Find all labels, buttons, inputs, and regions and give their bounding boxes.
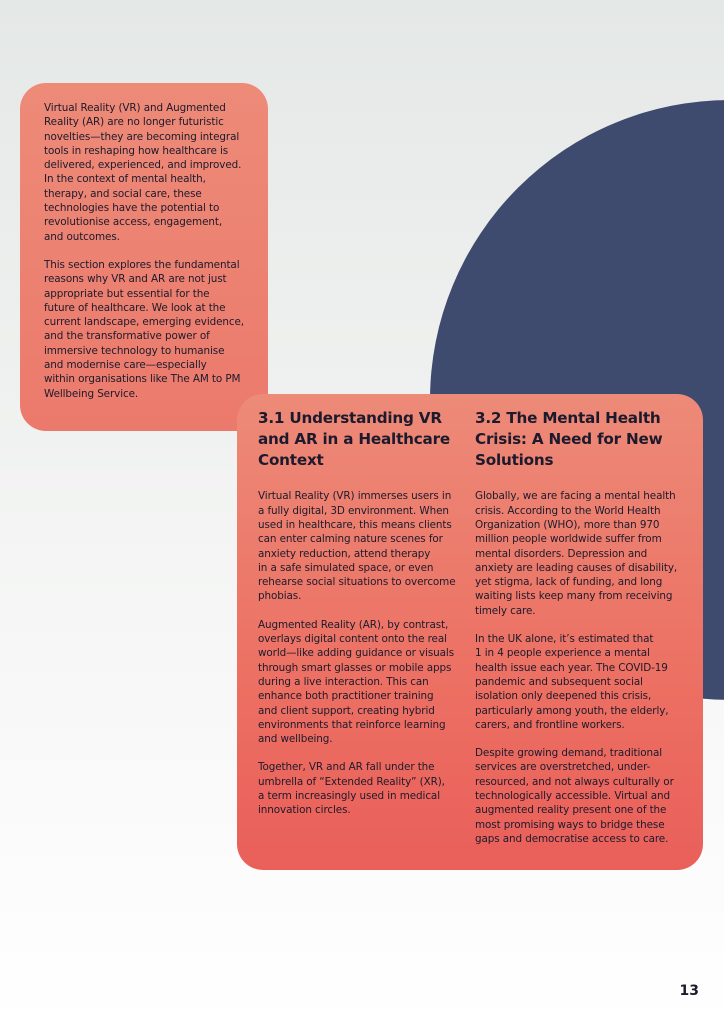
section-3-2-paragraph-3: Despite growing demand, traditional services are overstretched, under- resourced, and not always culturally or technologically accessible. Virtual and augmented reality present one of the most promising ways to bridge these gaps and democratise access to care. bbox=[475, 747, 674, 845]
intro-paragraph-2: This section explores the fundamental reasons why VR and AR are not just appropriate but essential for the future of healthcare. We look at the current landscape, emerging evidence, and the transformative power of immersive technology to humanise and modernise care—especially within organisations like The AM to PM Wellbeing Service. bbox=[44, 258, 244, 400]
section-3-1-paragraph-2: Augmented Reality (AR), by contrast, overlays digital content onto the real world—like adding guidance or visuals through smart glasses or mobile apps during a live interaction. This can enhance both practitioner training and client support, creating hybrid environments that reinforce learning and wellbeing. bbox=[258, 618, 455, 746]
intro-paragraph-1: Virtual Reality (VR) and Augmented Reality (AR) are no longer futuristic novelties—they are becoming integral tools in reshaping how healthcare is delivered, experienced, and improved. In the context of mental health, therapy, and social care, these technologies have the potential to revolutionise access, engagement, and outcomes. bbox=[44, 102, 242, 243]
intro-card bbox=[20, 83, 268, 431]
section-3-1-paragraph-3: Together, VR and AR fall under the umbrella of “Extended Reality” (XR), a term increasingly used in medical innovation circles. bbox=[258, 761, 445, 817]
section-3-2-heading: 3.2 The Mental Health Crisis: A Need for New Solutions bbox=[475, 409, 663, 469]
section-3-1-heading: 3.1 Understanding VR and AR in a Healthcare Context bbox=[258, 409, 450, 469]
section-3-2-paragraph-1: Globally, we are facing a mental health crisis. According to the World Health Organization (WHO), more than 970 million people worldwide suffer from mental disorders. Depression and anxiety are leading causes of disability, yet stigma, lack of funding, and long waiting lists keep many from receiving timely care. bbox=[475, 490, 678, 617]
section-3-2 bbox=[475, 408, 687, 846]
section-3-1-paragraph-1: Virtual Reality (VR) immerses users in a fully digital, 3D environment. When used in healthcare, this means clients can enter calming nature scenes for anxiety reduction, attend therapy in a safe simulated space, or even rehearse social situations to overcome phobias. bbox=[258, 490, 456, 603]
section-3-1 bbox=[258, 408, 468, 818]
sections-card bbox=[237, 394, 703, 870]
page-number: 13 bbox=[679, 983, 699, 999]
section-3-2-paragraph-2: In the UK alone, it’s estimated that 1 in 4 people experience a mental health issue each year. The COVID-19 pandemic and subsequent social isolation only deepened this crisis, particularly among youth, the elderly, carers, and frontline workers. bbox=[475, 633, 669, 731]
